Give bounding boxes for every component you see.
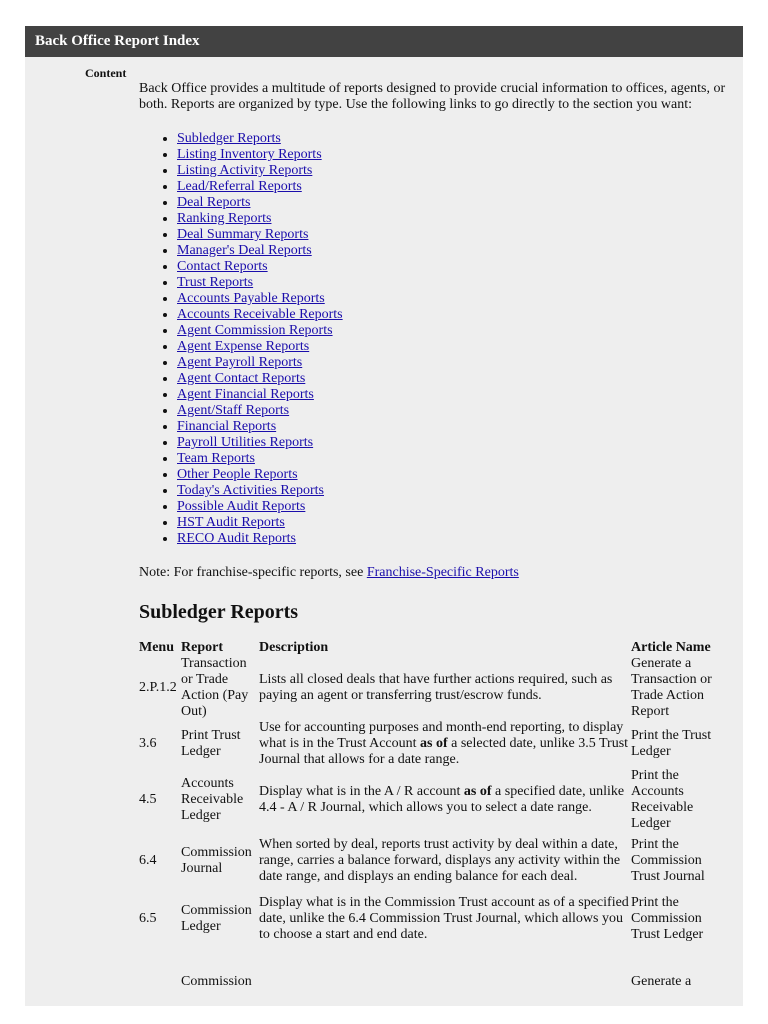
- section-link[interactable]: Deal Summary Reports: [177, 227, 309, 242]
- description-cell: [259, 948, 631, 990]
- section-link[interactable]: Today's Activities Reports: [177, 483, 324, 498]
- franchise-note: [139, 565, 735, 581]
- list-item: [177, 131, 735, 147]
- section-link[interactable]: Deal Reports: [177, 195, 251, 210]
- list-item: [177, 291, 735, 307]
- description-cell: [259, 656, 631, 720]
- report-cell: Transaction or Trade Action (Pay Out): [181, 656, 249, 719]
- list-item: [177, 211, 735, 227]
- table-row: [139, 768, 729, 832]
- article-name-cell: Generate a Transaction or Trade Action Report: [631, 656, 712, 719]
- list-item: [177, 243, 735, 259]
- section-link[interactable]: Possible Audit Reports: [177, 499, 306, 514]
- section-link[interactable]: Team Reports: [177, 451, 255, 466]
- article-name-cell: Generate a: [631, 974, 692, 989]
- section-link[interactable]: Accounts Receivable Reports: [177, 307, 343, 322]
- list-item: [177, 323, 735, 339]
- list-item: [177, 163, 735, 179]
- main-content: [139, 81, 735, 990]
- table-header-row: [139, 640, 729, 656]
- list-item: [177, 419, 735, 435]
- list-item: [177, 307, 735, 323]
- description-text: Display what is in the Commission Trust account as of a specified date, unlike the 6.4 Commission Trust Journal, which allows you to choose a start and end date.: [259, 895, 629, 942]
- list-item: [177, 387, 735, 403]
- section-link[interactable]: Ranking Reports: [177, 211, 272, 226]
- list-item: [177, 467, 735, 483]
- table-row: [139, 948, 729, 990]
- article-name-cell: Print the Accounts Receivable Ledger: [631, 768, 694, 831]
- description-emphasis: as of: [420, 736, 448, 751]
- table-row: [139, 832, 729, 890]
- report-cell: Accounts Receivable Ledger: [181, 776, 244, 823]
- section-link[interactable]: HST Audit Reports: [177, 515, 285, 530]
- description-text: When sorted by deal, reports trust activity by deal within a date, range, carries a balance forward, displays any activity within the date range, and displays an ending balance for each deal.: [259, 837, 621, 884]
- list-item: [177, 451, 735, 467]
- report-cell: Commission Journal: [181, 845, 252, 876]
- section-link[interactable]: Accounts Payable Reports: [177, 291, 325, 306]
- list-item: [177, 275, 735, 291]
- page-header: Back Office Report Index: [25, 26, 743, 57]
- list-item: [177, 483, 735, 499]
- table-row: [139, 656, 729, 720]
- list-item: [177, 499, 735, 515]
- header-description: Description: [259, 640, 329, 655]
- list-item: [177, 403, 735, 419]
- section-link[interactable]: Trust Reports: [177, 275, 254, 290]
- report-cell: Commission: [181, 974, 252, 989]
- menu-cell: 3.6: [139, 736, 157, 751]
- section-link[interactable]: Agent Expense Reports: [177, 339, 310, 354]
- list-item: [177, 147, 735, 163]
- list-item: [177, 515, 735, 531]
- section-link[interactable]: Manager's Deal Reports: [177, 243, 312, 258]
- section-link[interactable]: Agent/Staff Reports: [177, 403, 290, 418]
- header-menu: Menu: [139, 640, 174, 655]
- table-body: [139, 656, 729, 990]
- menu-cell: [139, 948, 181, 990]
- menu-cell: 4.5: [139, 792, 157, 807]
- list-item: [177, 259, 735, 275]
- header-article-name: Article Name: [631, 640, 711, 655]
- section-link[interactable]: Agent Payroll Reports: [177, 355, 303, 370]
- section-link[interactable]: Lead/Referral Reports: [177, 179, 302, 194]
- section-link[interactable]: Listing Inventory Reports: [177, 147, 322, 162]
- description-text-continued: a specified date, unlike 4.4 - A / R Journal, which allows you to select a date range.: [259, 784, 625, 815]
- article-name-cell: Print the Commission Trust Journal: [631, 837, 705, 884]
- description-cell: [259, 720, 631, 768]
- menu-cell: 6.5: [139, 911, 157, 926]
- description-cell: [259, 890, 631, 948]
- report-cell: Commission Ledger: [181, 903, 252, 934]
- section-link[interactable]: Agent Contact Reports: [177, 371, 306, 386]
- list-item: [177, 435, 735, 451]
- section-link[interactable]: RECO Audit Reports: [177, 531, 297, 546]
- article-name-cell: Print the Trust Ledger: [631, 728, 712, 759]
- description-emphasis: as of: [463, 784, 492, 799]
- subledger-reports-table: [139, 640, 729, 990]
- section-link[interactable]: Subledger Reports: [177, 131, 281, 146]
- franchise-specific-link[interactable]: Franchise-Specific Reports: [366, 565, 519, 580]
- menu-cell: 6.4: [139, 853, 157, 868]
- section-link[interactable]: Agent Financial Reports: [177, 387, 314, 402]
- list-item: [177, 371, 735, 387]
- report-index-page: [25, 26, 743, 1006]
- list-item: [177, 355, 735, 371]
- list-item: [177, 179, 735, 195]
- note-prefix: Note: For franchise-specific reports, see: [139, 565, 367, 580]
- description-text-continued: a selected date, unlike 3.5 Trust Journal that allows for a date range.: [259, 736, 629, 767]
- list-item: [177, 531, 735, 547]
- table-row: [139, 720, 729, 768]
- section-link[interactable]: Agent Commission Reports: [177, 323, 333, 338]
- section-link[interactable]: Other People Reports: [177, 467, 298, 482]
- section-link[interactable]: Financial Reports: [177, 419, 277, 434]
- menu-cell: 2.P.1.2: [139, 680, 177, 695]
- header-report: Report: [181, 640, 223, 655]
- section-link[interactable]: Contact Reports: [177, 259, 268, 274]
- section-title: Subledger Reports: [139, 601, 299, 623]
- list-item: [177, 339, 735, 355]
- list-item: [177, 195, 735, 211]
- section-link[interactable]: Listing Activity Reports: [177, 163, 313, 178]
- list-item: [177, 227, 735, 243]
- description-cell: [259, 768, 631, 832]
- article-name-cell: Print the Commission Trust Ledger: [631, 895, 704, 942]
- content-label: Content: [85, 66, 127, 80]
- description-text: Lists all closed deals that have further actions required, such as paying an agent or transferring trust/escrow funds.: [259, 672, 613, 703]
- report-cell: Print Trust Ledger: [181, 728, 241, 759]
- description-text: Display what is in the A / R account: [259, 784, 464, 799]
- description-text: Use for accounting purposes and month-end reporting, to display what is in the Trust Account: [259, 720, 624, 751]
- intro-text: Back Office provides a multitude of reports designed to provide crucial information to offices, agents, or both. Reports are organized by type. Use the following links to go directly to the section you want:: [139, 81, 726, 112]
- description-cell: [259, 832, 631, 890]
- section-link[interactable]: Payroll Utilities Reports: [177, 435, 314, 450]
- table-row: [139, 890, 729, 948]
- section-links-list: [139, 131, 735, 547]
